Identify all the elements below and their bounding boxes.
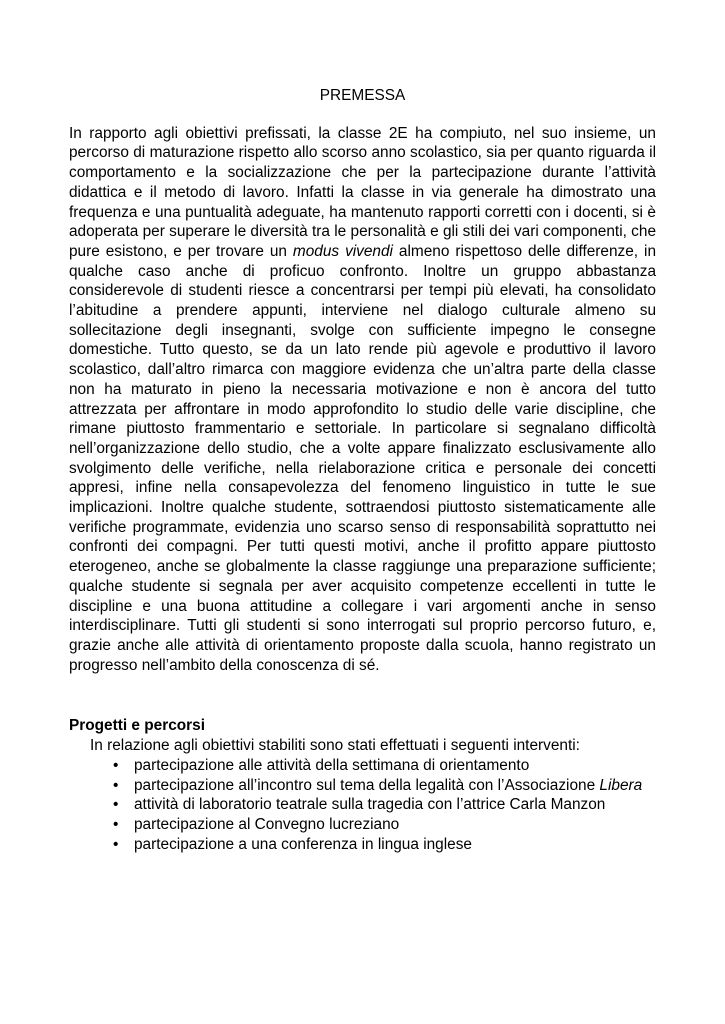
section-intro: In relazione agli obiettivi stabiliti sono stati effettuati i seguenti interventi: [90,737,580,755]
bullet-icon: • [113,776,119,794]
list-item-text: partecipazione a una conferenza in lingua inglese [134,835,472,853]
paragraph-text-start: In rapporto agli obiettivi prefissati, la classe 2E ha compiuto, nel suo insieme, un percorso di maturazione rispetto allo scorso anno scolastico, sia per quanto riguarda il comportamento e la socializzazione che per la partecipazione durante l’attività didattica e il metodo di lavoro. Infatti la classe in via generale ha dimostrato una frequenza e una puntualità adeguate, ha mantenuto rapporti corretti con i docenti, si è adoperata per superare le diversità tra le personalità e gli stili dei vari componenti, che pure esistono, e per trovare un [69,124,656,260]
list-item-text: partecipazione alle attività della settimana di orientamento [134,756,530,774]
projects-section [69,716,656,854]
interventions-list [69,756,656,855]
page-title: PREMESSA [319,87,406,104]
premessa-paragraph [69,124,656,676]
list-item [113,776,656,796]
list-item-text: partecipazione all’incontro sul tema della legalità con l’Associazione [134,776,600,794]
bullet-icon: • [113,756,119,774]
paragraph-text-end: almeno rispettoso delle differenze, in qualche caso anche di proficuo confronto. Inoltre un gruppo abbastanza considerevole di studenti riesce a concentrarsi per tempi più elevati, ha consolidato l’abitudine a prendere appunti, interviene nel dialogo culturale almeno su sollecitazione degli insegnanti, svolge con sufficiente impegno le consegne domestiche. Tutto questo, se da un lato rende più agevole e produttivo il lavoro scolastico, dall’altro rimarca con maggiore evidenza che un’altra parte della classe non ha maturato in pieno la necessaria motivazione e non è ancora del tutto attrezzata per affrontare in modo approfondito lo studio delle varie discipline, che rimane piuttosto frammentario e settoriale. In particolare si segnalano difficoltà nell’organizzazione dello studio, che a volte appare finalizzato esclusivamente allo svolgimento delle verifiche, nella rielaborazione critica e personale dei concetti appresi, infine nella consapevolezza del fenomeno linguistico in tutte le sue implicazioni. Inoltre qualche studente, sottraendosi piuttosto sistematicamente alle verifiche programmate, evidenzia uno scarso senso di responsabilità soprattutto nei confronti dei compagni. Per tutti questi motivi, anche il profitto appare piuttosto eterogeneo, anche se globalmente la classe raggiunge una preparazione sufficiente; qualche studente si segnala per aver acquisito competenze eccellenti in tutte le discipline e una buona attitudine a collegare i vari argomenti anche in senso interdisciplinare. Tutti gli studenti si sono interrogati sul proprio percorso futuro, e, grazie anche alle attività di orientamento proposte dalla scuola, hanno registrato un progresso nell’ambito della conoscenza di sé. [69,242,657,674]
document-page [69,86,656,854]
list-item [113,835,656,855]
list-item-text: partecipazione al Convegno lucreziano [134,815,400,833]
list-item [113,795,656,815]
bullet-icon: • [113,796,119,814]
bullet-icon: • [113,815,119,833]
paragraph-italic-phrase: modus vivendi [292,242,393,260]
section-title: Progetti e percorsi [69,717,205,735]
list-item-italic: Libera [599,776,643,794]
list-item-text: attività di laboratorio teatrale sulla tragedia con l’attrice Carla Manzon [134,796,606,814]
list-item [113,756,656,776]
bullet-icon: • [113,835,119,853]
list-item [113,815,656,835]
